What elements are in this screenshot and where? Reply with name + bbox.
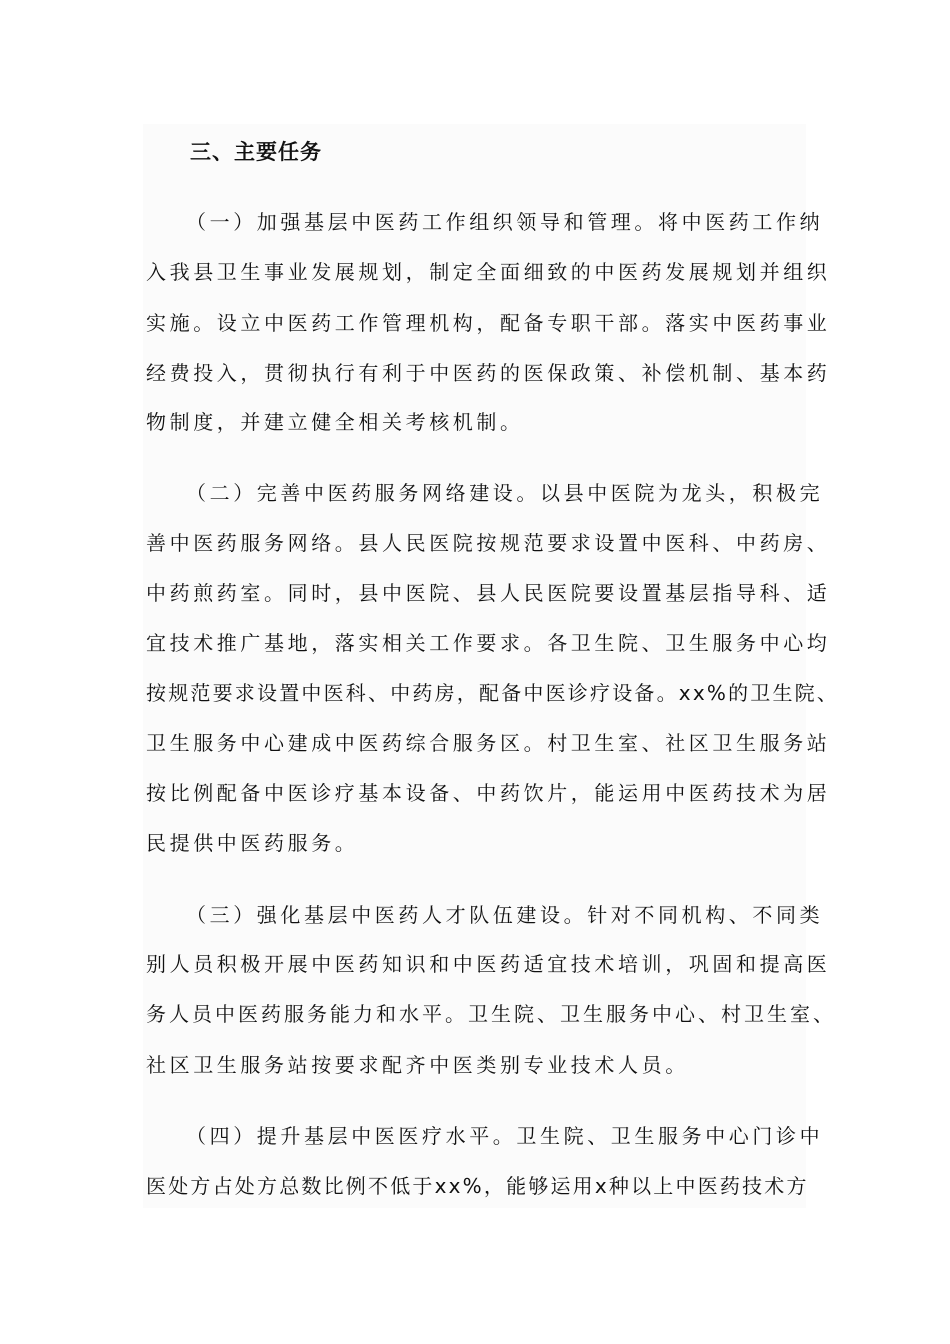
paragraph-1-line-4: 经费投入，贯彻执行有利于中医药的医保政策、补偿机制、基本药 [146,361,831,385]
paragraph-1-line-3: 实施。设立中医药工作管理机构，配备专职干部。落实中医药事业 [146,311,831,335]
paragraph-3-line-4: 社区卫生服务站按要求配齐中医类别专业技术人员。 [146,1053,689,1077]
paragraph-2-line-5: 按规范要求设置中医科、中药房，配备中医诊疗设备。xx%的卫生院、 [146,681,840,705]
paragraph-4-line-1: （四）提升基层中医医疗水平。卫生院、卫生服务中心门诊中 [186,1124,824,1148]
paragraph-2-line-2: 善中医药服务网络。县人民医院按规范要求设置中医科、中药房、 [146,531,831,555]
paragraph-2-line-8: 民提供中医药服务。 [146,831,359,855]
paragraph-3-line-1: （三）强化基层中医药人才队伍建设。针对不同机构、不同类 [186,903,824,927]
paragraph-1-line-2: 入我县卫生事业发展规划，制定全面细致的中医药发展规划并组织 [146,260,831,284]
paragraph-1-line-1: （一）加强基层中医药工作组织领导和管理。将中医药工作纳 [186,210,824,234]
paragraph-2-line-3: 中药煎药室。同时，县中医院、县人民医院要设置基层指导科、适 [146,581,831,605]
paragraph-2-line-4: 宜技术推广基地，落实相关工作要求。各卫生院、卫生服务中心均 [146,631,831,655]
paragraph-4-line-2: 医处方占处方总数比例不低于xx%，能够运用x种以上中医药技术方 [146,1174,809,1198]
paragraph-2-line-1: （二）完善中医药服务网络建设。以县中医院为龙头，积极完 [186,481,824,505]
paragraph-2-line-6: 卫生服务中心建成中医药综合服务区。村卫生室、社区卫生服务站 [146,731,831,755]
paragraph-1-line-5: 物制度，并建立健全相关考核机制。 [146,410,524,434]
paragraph-3-line-3: 务人员中医药服务能力和水平。卫生院、卫生服务中心、村卫生室、 [146,1002,836,1026]
paragraph-2-line-7: 按比例配备中医诊疗基本设备、中药饮片，能运用中医药技术为居 [146,781,831,805]
section-heading: 三、主要任务 [190,140,322,164]
paragraph-3-line-2: 别人员积极开展中医药知识和中医药适宜技术培训，巩固和提高医 [146,952,831,976]
